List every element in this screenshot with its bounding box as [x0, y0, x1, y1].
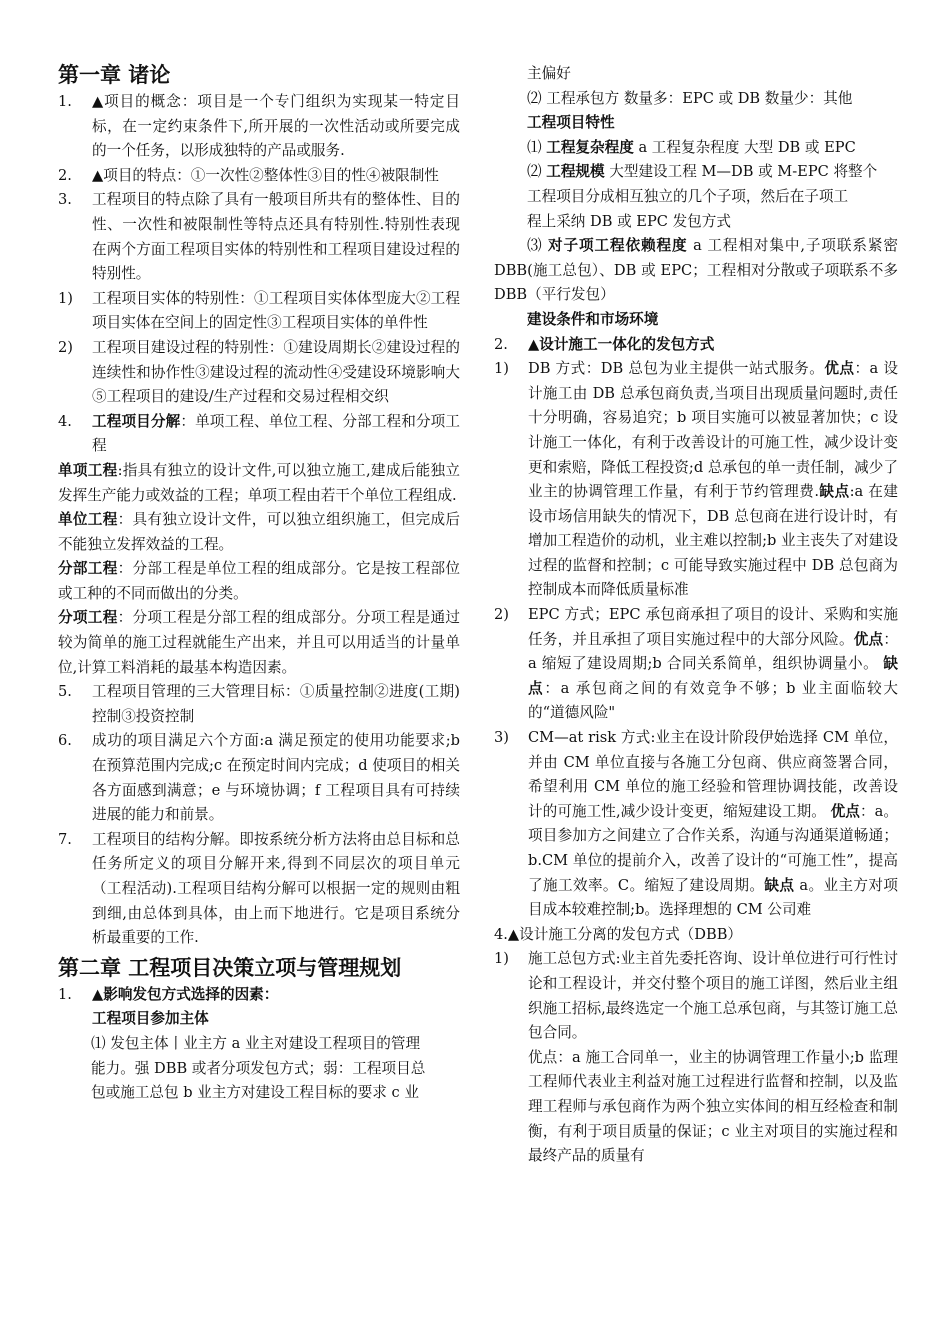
- text-line: 主偏好: [527, 65, 571, 82]
- item-text: 工程项目的特点除了具有一般项目所共有的整体性、目的性、一次性和被限制性等特点还具有特别性.特别性表现在两个方面工程项目实体的特别性和工程项目建设过程的特别性。: [92, 191, 460, 283]
- chapter-1-title: 第一章 诸论: [58, 62, 171, 87]
- text-line: ⑵ 工程承包方 数量多：EPC 或 DB 数量少：其他: [527, 89, 853, 107]
- item-number: 3.: [58, 191, 72, 209]
- subheading-text: 建设条件和市场环境: [527, 310, 659, 328]
- term: 分项工程: [58, 609, 118, 627]
- item-text: 工程项目建设过程的特别性：①建设周期长②建设过程的连续性和协作性③建设过程的流动性④受建设环境影响大⑤工程项目的建设/生产过程和交易过程相交织: [92, 338, 460, 406]
- item-number: 6.: [58, 732, 72, 750]
- term-text: ：单项工程、单位工程、分部工程和分项工程: [92, 412, 460, 455]
- item-number: 2.: [58, 166, 72, 184]
- term-text: ：分项工程是分部工程的组成部分。分项工程是通过较为简单的施工过程就能生产出来，并且可以用适当的计量单位,计算工料消耗的最基本构造因素。: [58, 609, 460, 676]
- term: 单位工程: [58, 511, 118, 529]
- body-text: ：a。项目参加方之间建立了合作关系，沟通与沟通渠道畅通；b.CM 单位的提前介入，改善了设计的“可施工性”，提高了施工效率。C。缩短了建设周期。: [528, 802, 898, 894]
- text-line: [494, 136, 898, 161]
- item-number: 2): [494, 606, 509, 624]
- term: 工程复杂程度: [546, 138, 634, 156]
- term: 缺点: [764, 876, 795, 894]
- item-number: 1): [58, 289, 73, 307]
- list-item: [58, 680, 460, 729]
- item-number: 1): [494, 950, 509, 968]
- term-text: ：分部工程是单位工程的组成部分。它是按工程部位或工种的不同而做出的分类。: [58, 560, 460, 602]
- term-text: 大型建设工程 M—DB 或 M-EPC 将整个: [604, 163, 878, 181]
- term: 缺点: [528, 655, 898, 697]
- text-line: [494, 160, 898, 185]
- definition-paragraph: [58, 557, 460, 606]
- term: 对子项工程依赖程度: [548, 237, 688, 255]
- item-number: 4.: [58, 412, 72, 430]
- item-text: [528, 357, 898, 603]
- list-item: [58, 188, 460, 286]
- body-text: a。业主方对项目成本较难控制;b。选择理想的 CM 公司难: [528, 876, 898, 919]
- term: 优点: [853, 630, 884, 648]
- term: 优点: [830, 802, 860, 820]
- list-item: [58, 336, 460, 410]
- item-heading: 4.▲设计施工分离的发包方式（DBB）: [494, 925, 743, 943]
- list-item: [58, 828, 460, 951]
- body-text: CM—at risk 方式:业主在设计阶段伊始选择 CM 单位，并由 CM 单位直接与各施工分包商、供应商签署合同，希望利用 CM 单位的施工经验和管理协调技能，改善设计的可施工性,减少设计变更，缩短建设工期。: [528, 729, 898, 820]
- term-text: a 工程相对集中,子项联系紧密 DBB(施工总包）、DB 或 EPC；工程相对分散或子项联系不多 DBB（平行发包）: [494, 237, 898, 304]
- item-body: [528, 947, 898, 1168]
- item-number: 1): [494, 360, 509, 378]
- list-item: [58, 90, 460, 164]
- list-item: [58, 729, 460, 827]
- subheading: [58, 1007, 460, 1032]
- text-line: ⑴ 发包主体丨业主方 a 业主对建设工程项目的管理: [91, 1034, 421, 1052]
- marker: ⑶: [527, 237, 549, 255]
- subheading-text: 工程项目特性: [527, 114, 615, 132]
- term-text: :指具有独立的设计文件,可以独立施工,建成后能独立发挥生产能力或效益的工程；单项工程由若干个单位工程组成.: [58, 461, 460, 504]
- item-number: 7.: [58, 830, 72, 848]
- right-column: [494, 62, 898, 1169]
- item-text: [528, 333, 898, 358]
- definition-paragraph: [58, 508, 460, 557]
- list-item: [494, 726, 898, 923]
- subheading: [494, 111, 898, 136]
- term: 工程规模: [546, 163, 605, 181]
- body-text: EPC 方式；EPC 承包商承担了项目的设计、采购和实施任务，并且承担了项目实施过程中的大部分风险。: [528, 606, 898, 648]
- term: 优点: [824, 360, 855, 378]
- item-heading: ▲影响发包方式选择的因素：: [92, 985, 279, 1003]
- text-line: 能力。强 DBB 或者分项发包方式；弱：工程项目总: [91, 1059, 426, 1077]
- list-item: [494, 947, 898, 1168]
- item-text: [92, 983, 460, 1008]
- term: 单项工程: [58, 461, 118, 479]
- item-number: 2.: [494, 335, 508, 353]
- list-item: [58, 164, 460, 189]
- text-line: [494, 234, 898, 308]
- left-column: [58, 58, 460, 1106]
- item-text: [528, 603, 898, 726]
- text-line: 工程项目分成相互独立的几个子项，然后在子项工: [527, 187, 849, 205]
- list-item: [58, 287, 460, 336]
- list-item: [494, 333, 898, 358]
- item-text: 成功的项目满足六个方面:a 满足预定的使用功能要求;b 在预算范围内完成;c 在预定时间内完成；d 使项目的相关各方面感到满意；e 与环境协调；f 工程项目具有可持续进展的能力和前景。: [92, 732, 460, 824]
- text-line: 包或施工总包 b 业主方对建设工程目标的要求 c 业: [91, 1084, 419, 1102]
- chapter-2-title: 第二章 工程项目决策立项与管理规划: [58, 954, 402, 980]
- item-text: ▲项目的特点：①一次性②整体性③目的性④被限制性: [92, 166, 439, 184]
- item-text: 工程项目管理的三大管理目标：①质量控制②进度(工期)控制③投资控制: [92, 683, 460, 725]
- body-text: :a 在建设市场信用缺失的情况下，DB 总包商在进行设计时，有增加工程造价的动机，业主难以控制;b 业主丧失了对建设过程的监督和控制；c 可能导致实施过程中 DB 总包商为控制成本而降低质量标准: [528, 483, 898, 599]
- item-text: 施工总包方式:业主首先委托咨询、设计单位进行可行性讨论和工程设计，并交付整个项目的施工详图，然后业主组织施工招标,最终选定一个施工总承包商，与其签订施工总包合同。: [528, 950, 898, 1042]
- subheading: [494, 308, 898, 333]
- term: 工程项目分解: [92, 412, 181, 430]
- item-text: 工程项目的结构分解。即按系统分析方法将由总目标和总任务所定义的项目分解开来,得到不同层次的项目单元（工程活动).工程项目结构分解可以根据一定的规则由粗到细,由总体到具体，由上而下地进行。它是项目系统分析最重要的工作.: [92, 830, 460, 947]
- term-text: ：具有独立设计文件，可以独立组织施工，但完成后不能独立发挥效益的工程。: [58, 511, 460, 553]
- list-item: [58, 983, 460, 1008]
- text-line: 程上采纳 DB 或 EPC 发包方式: [527, 212, 731, 230]
- item-text: [92, 410, 460, 459]
- item-number: 1.: [58, 985, 72, 1003]
- marker: ⑴: [527, 138, 547, 156]
- term: 缺点: [818, 483, 850, 501]
- term-text: a 工程复杂程度 大型 DB 或 EPC: [633, 138, 856, 156]
- list-item: [58, 410, 460, 459]
- item-number: 3): [494, 729, 509, 747]
- item-number: 5.: [58, 683, 72, 701]
- term: 分部工程: [58, 560, 118, 578]
- body-text: ：a 设计施工由 DB 总承包商负责,当项目出现质量问题时,责任十分明确，容易追究；b 项目实施可以被显著加快；c 设计施工一体化，有利于改善设计的可施工性，减少设计变更和索赔，降低工程投资;d 总承包的单一责任制，减少了业主的协调管理工作量，有利于节约管理费.: [528, 360, 898, 501]
- definition-paragraph: [58, 459, 460, 508]
- item-text: ▲项目的概念：项目是一个专门组织为实现某一特定目标，在一定约束条件下,所开展的一次性活动或所要完成的一个任务，以形成独特的产品或服务.: [92, 93, 460, 160]
- definition-paragraph: [58, 606, 460, 680]
- item-text: 工程项目实体的特别性：①工程项目实体体型庞大②工程项目实体在空间上的固定性③工程项目实体的单件性: [92, 289, 460, 332]
- body-text: ：a 缩短了建设周期;b 合同关系简单，组织协调量小。: [528, 630, 898, 673]
- item-number: 2): [58, 338, 73, 356]
- item-number: 1.: [58, 93, 72, 110]
- list-item: [494, 357, 898, 603]
- body-text: ：a 承包商之间的有效竞争不够；b 业主面临较大的“道德风险": [528, 679, 898, 722]
- body-text: DB 方式：DB 总包为业主提供一站式服务。: [528, 360, 825, 378]
- item-text: [528, 726, 898, 923]
- item-text: 优点：a 施工合同单一，业主的协调管理工作量小;b 监理工程师代表业主利益对施工过程进行监督和控制，以及监理工程师与承包商作为两个独立实体间的相互经检查和制衡，有利于项目质量的保证；c 业主对项目的实施过程和最终产品的质量有: [528, 1048, 898, 1165]
- list-item: [494, 603, 898, 726]
- item-heading: ▲设计施工一体化的发包方式: [528, 335, 715, 353]
- subheading-text: 工程项目参加主体: [92, 1010, 209, 1028]
- marker: ⑵: [527, 163, 547, 181]
